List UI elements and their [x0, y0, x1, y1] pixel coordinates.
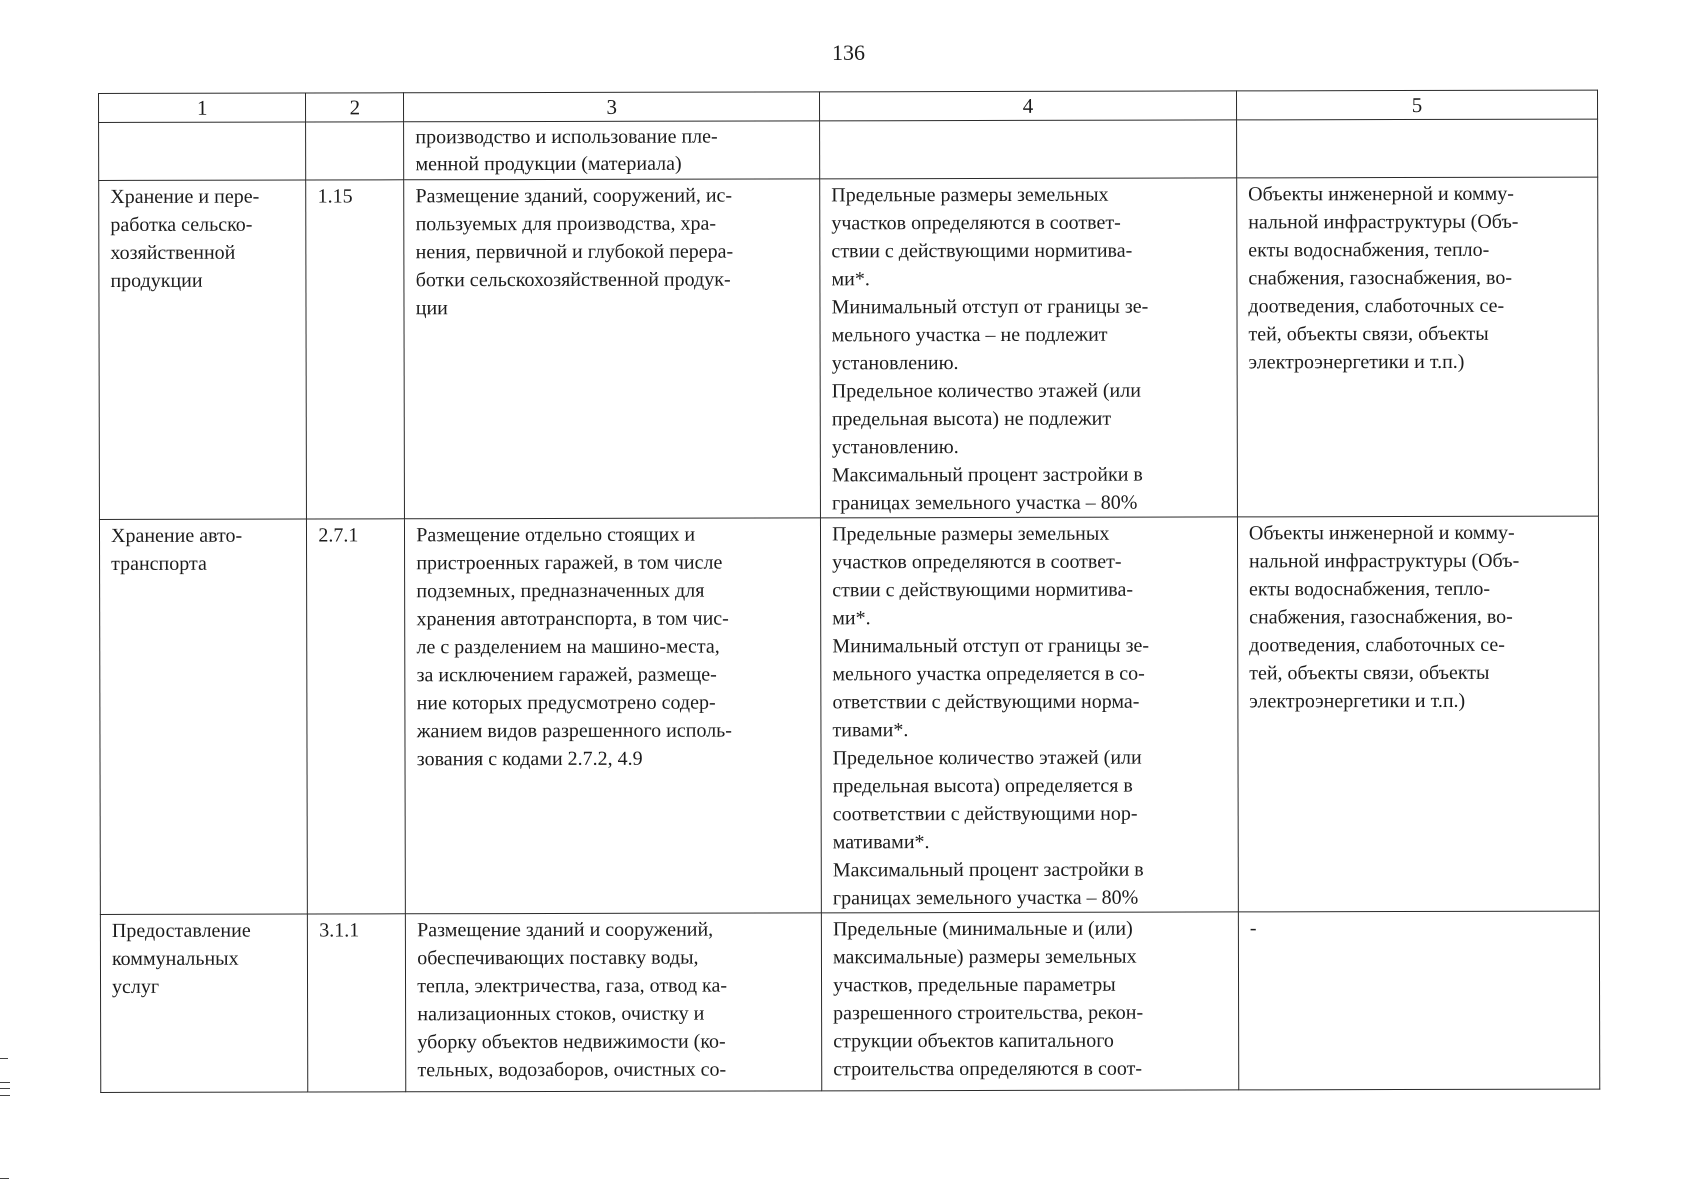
- cell-text-line: тивами*.: [832, 719, 909, 742]
- cell-text-line: нения, первичной и глубокой перера-: [415, 240, 734, 264]
- land-use-table: [98, 90, 1600, 1093]
- table-body: [99, 119, 1600, 1092]
- column-header-2: 2: [306, 93, 404, 122]
- column-header-1: 1: [99, 93, 306, 122]
- cell-text-line: Объекты инженерной и комму-: [1248, 182, 1514, 206]
- cell-text-line: хранения автотранспорта, в том чис-: [416, 607, 729, 631]
- land-use-code-cell: [306, 122, 404, 180]
- cell-text-line: струкции объектов капитального: [833, 1029, 1114, 1053]
- land-use-description-cell: [404, 179, 821, 519]
- cell-text-line: ствии с действующими нормитива-: [831, 239, 1133, 263]
- cell-text-line: Минимальный отступ от границы зе-: [832, 634, 1150, 658]
- page-number: 136: [832, 40, 865, 65]
- auxiliary-uses-cell: [1237, 177, 1599, 517]
- cell-text-line: участков, предельные параметры: [833, 973, 1116, 997]
- cell-text-line: ответствии с действующими норма-: [832, 690, 1140, 714]
- cell-text-line: Максимальный процент застройки в: [831, 463, 1143, 487]
- cell-text-line: работка сельско-: [110, 213, 253, 236]
- land-use-name-cell: [99, 122, 307, 180]
- cell-text-line: ние которых предусмотрено содер-: [416, 691, 716, 715]
- land-use-parameters-cell: [821, 912, 1238, 1091]
- table-row: [99, 119, 1598, 180]
- cell-text-line: екты водоснабжения, тепло-: [1248, 238, 1490, 262]
- cell-text-line: нальной инфраструктуры (Объ-: [1248, 210, 1519, 234]
- land-use-parameters-cell: [820, 120, 1237, 179]
- cell-text-line: разрешенного строительства, рекон-: [833, 1001, 1144, 1025]
- land-use-parameters-cell: [820, 178, 1238, 518]
- table-header: [99, 90, 1598, 122]
- cell-text-line: электроэнергетики и т.п.): [1248, 350, 1465, 374]
- column-header-4: 4: [820, 91, 1237, 121]
- cell-text-line: пользуемых для производства, хра-: [415, 212, 717, 236]
- cell-text-line: Размещение отдельно стоящих и: [416, 523, 696, 547]
- auxiliary-uses-cell: [1237, 516, 1599, 912]
- table-row: [100, 911, 1599, 1092]
- cell-text-line: Предельные (минимальные и (или): [832, 917, 1133, 941]
- cell-text-line: уборку объектов недвижимости (ко-: [417, 1030, 726, 1054]
- cell-text-line: участков определяются в соответ-: [832, 550, 1122, 574]
- auxiliary-uses-cell: [1236, 119, 1597, 178]
- cell-text-line: продукции: [110, 269, 203, 292]
- cell-text-line: нализационных стоков, очистку и: [417, 1002, 705, 1026]
- column-header-3: 3: [404, 92, 820, 122]
- land-use-name-cell: [99, 180, 307, 519]
- cell-text-line: максимальные) размеры земельных: [833, 945, 1137, 969]
- cell-text-line: транспорта: [111, 552, 207, 575]
- cell-text-line: ми*.: [832, 607, 871, 630]
- cell-text-line: тей, объекты связи, объекты: [1249, 661, 1490, 685]
- cell-text-line: Объекты инженерной и комму-: [1248, 521, 1515, 545]
- cell-text-line: тепла, электричества, газа, отвод ка-: [417, 974, 728, 998]
- cell-text-line: установлению.: [831, 436, 959, 459]
- land-use-code-cell: 3.1.1: [308, 914, 406, 1092]
- land-use-code-cell: 1.15: [306, 180, 405, 519]
- scan-edge-mark: [0, 1178, 9, 1179]
- cell-text-line: электроэнергетики и т.п.): [1249, 689, 1466, 713]
- auxiliary-uses-cell: [1238, 911, 1599, 1090]
- cell-text-line: предельная высота) не подлежит: [831, 407, 1112, 431]
- land-use-parameters-cell: [821, 517, 1239, 913]
- cell-text-line: Предельные размеры земельных: [831, 183, 1109, 207]
- land-use-code-cell: 2.7.1: [307, 519, 406, 914]
- cell-text-line: Предельное количество этажей (или: [831, 379, 1141, 403]
- cell-text-line: участков определяются в соответ-: [831, 211, 1121, 235]
- cell-text-line: мативами*.: [832, 831, 930, 854]
- table-row: [99, 177, 1599, 519]
- header-row: [99, 90, 1598, 122]
- cell-text-line: Максимальный процент застройки в: [832, 858, 1144, 882]
- cell-text-line: хозяйственной: [110, 241, 236, 264]
- cell-text-line: услуг: [112, 975, 160, 998]
- land-use-name-cell: [99, 519, 307, 914]
- cell-text-line: тельных, водозаборов, очистных со-: [417, 1058, 727, 1082]
- column-header-5: 5: [1236, 90, 1597, 120]
- cell-text-line: ми*.: [831, 268, 870, 291]
- cell-text-line: -: [1249, 917, 1257, 940]
- cell-text-line: соответствии с действующими нор-: [832, 802, 1138, 826]
- cell-text-line: коммунальных: [111, 947, 239, 970]
- cell-text-line: обеспечивающих поставку воды,: [417, 946, 699, 970]
- cell-text-line: нальной инфраструктуры (Объ-: [1248, 549, 1520, 573]
- cell-text-line: Хранение и пере-: [110, 185, 260, 208]
- cell-text-line: доотведения, слаботочных се-: [1248, 294, 1505, 318]
- cell-text-line: строительства определяются в соот-: [833, 1057, 1143, 1081]
- scan-edge-mark: [0, 1058, 8, 1059]
- cell-text-line: снабжения, газоснабжения, во-: [1248, 266, 1513, 290]
- cell-text-line: подземных, предназначенных для: [416, 579, 705, 603]
- cell-text-line: ле с разделением на машино-места,: [416, 635, 720, 659]
- cell-text-line: Хранение авто-: [110, 524, 243, 547]
- cell-text-line: менной продукции (материала): [415, 152, 682, 176]
- scan-edge-mark: [0, 1082, 10, 1096]
- cell-text-line: ствии с действующими нормитива-: [832, 578, 1134, 602]
- cell-text-line: снабжения, газоснабжения, во-: [1249, 605, 1513, 629]
- cell-text-line: тей, объекты связи, объекты: [1248, 322, 1489, 346]
- cell-text-line: ции: [415, 297, 448, 320]
- cell-text-line: Предоставление: [111, 919, 251, 942]
- cell-text-line: Минимальный отступ от границы зе-: [831, 295, 1149, 319]
- cell-text-line: предельная высота) определяется в: [832, 774, 1133, 798]
- cell-text-line: границах земельного участка – 80%: [831, 491, 1138, 515]
- table-row: [99, 516, 1599, 914]
- cell-text-line: екты водоснабжения, тепло-: [1249, 577, 1491, 601]
- land-use-description-cell: [405, 518, 822, 914]
- cell-text-line: границах земельного участка – 80%: [832, 886, 1139, 910]
- cell-text-line: Размещение зданий, сооружений, ис-: [415, 184, 733, 208]
- cell-text-line: за исключением гаражей, размеще-: [416, 663, 717, 687]
- land-use-description-cell: [406, 913, 822, 1092]
- cell-text-line: Размещение зданий и сооружений,: [417, 918, 714, 942]
- cell-text-line: пристроенных гаражей, в том числе: [416, 551, 723, 575]
- cell-text-line: Предельное количество этажей (или: [832, 746, 1142, 770]
- cell-text-line: доотведения, слаботочных се-: [1249, 633, 1505, 657]
- cell-text-line: Предельные размеры земельных: [832, 522, 1110, 546]
- cell-text-line: мельного участка – не подлежит: [831, 323, 1108, 347]
- cell-text-line: ботки сельскохозяйственной продук-: [415, 268, 731, 292]
- cell-text-line: жанием видов разрешенного исполь-: [416, 719, 732, 743]
- cell-text-line: зования с кодами 2.7.2, 4.9: [416, 747, 643, 771]
- land-use-name-cell: [100, 914, 308, 1092]
- cell-text-line: мельного участка определяется в со-: [832, 662, 1145, 686]
- cell-text-line: установлению.: [831, 352, 959, 375]
- cell-text-line: производство и использование пле-: [415, 125, 718, 149]
- land-use-description-cell: [404, 121, 820, 180]
